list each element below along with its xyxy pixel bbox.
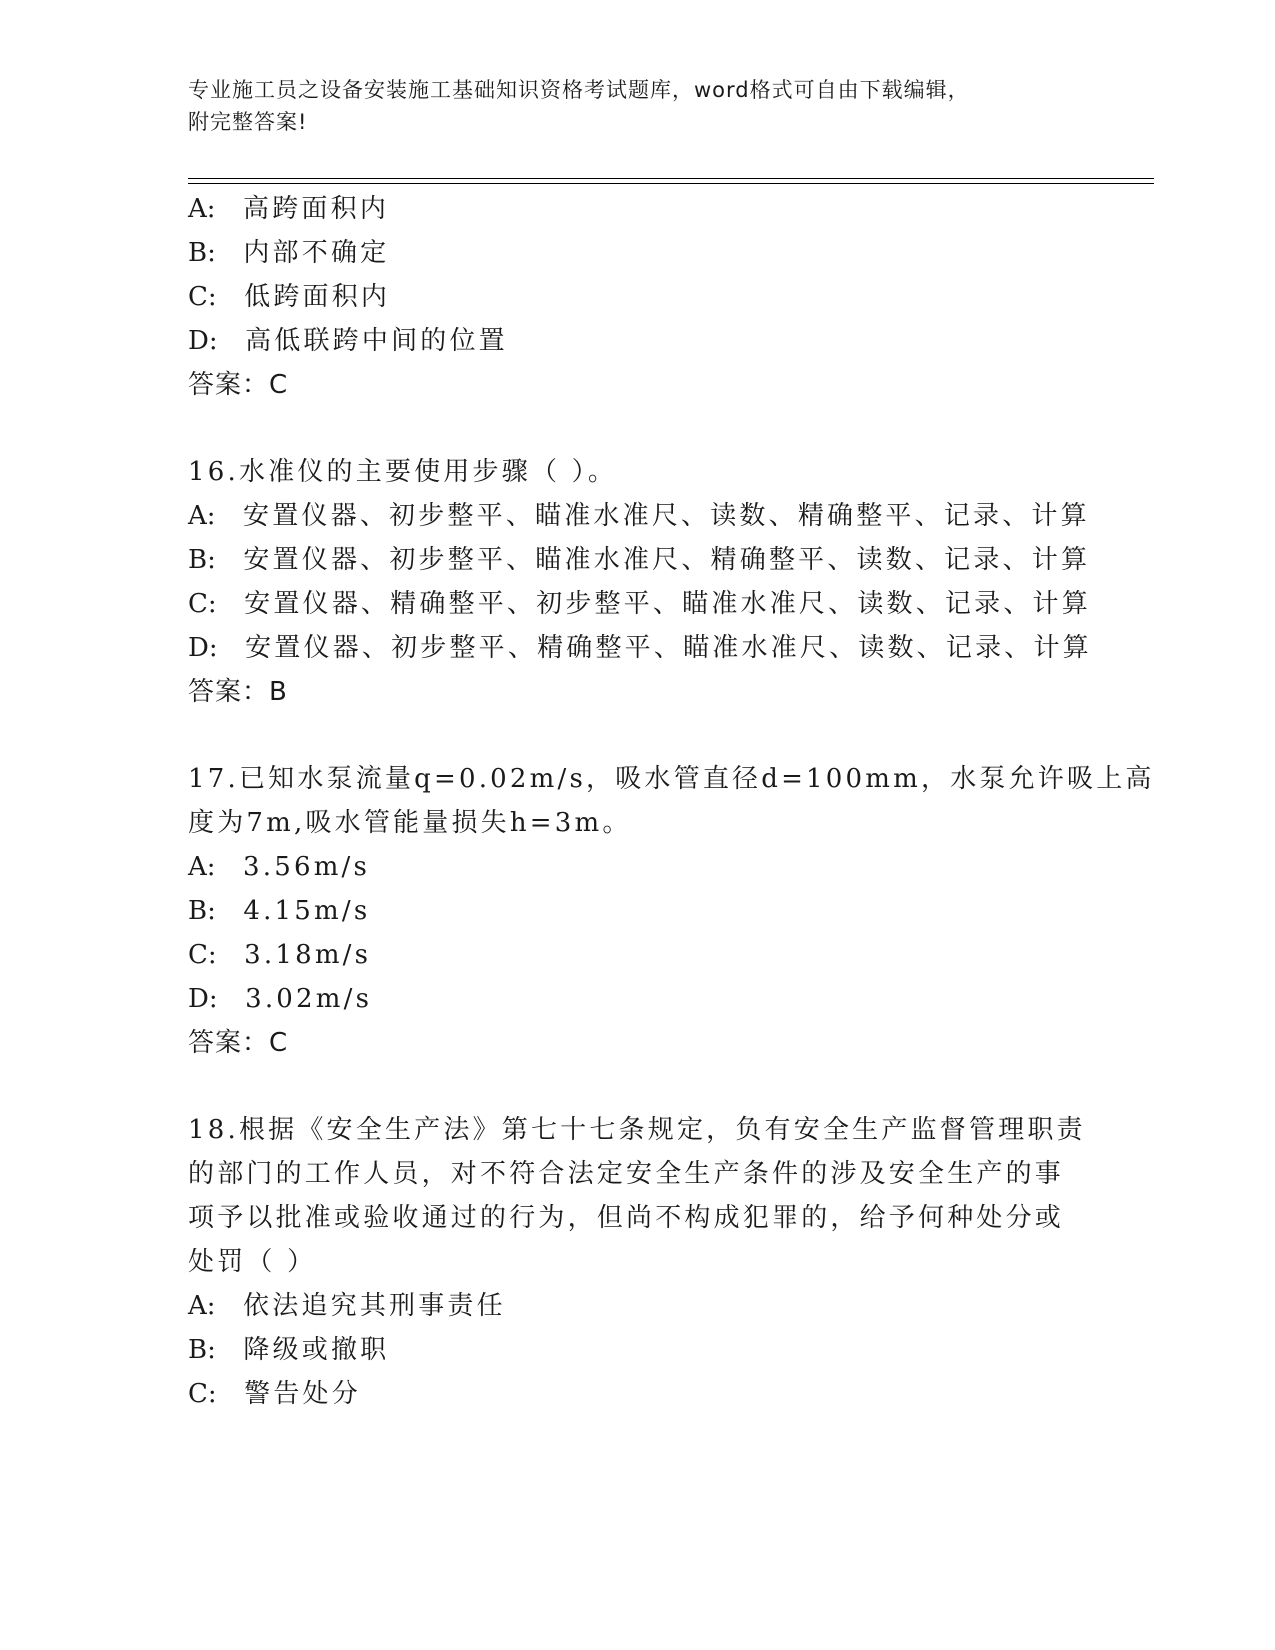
- option-label: A:: [188, 501, 216, 531]
- option-text: 3.02m/s: [245, 984, 373, 1014]
- option-label: D:: [188, 326, 218, 356]
- option-label: A:: [188, 194, 216, 224]
- option-text: 高低联跨中间的位置: [245, 326, 508, 356]
- option-label: C:: [188, 589, 217, 619]
- header-divider-top: [188, 178, 1154, 179]
- option-label: D:: [188, 633, 218, 663]
- option-text: 3.56m/s: [243, 852, 371, 882]
- option-label: C:: [188, 1379, 217, 1409]
- q15-option-a: [188, 189, 389, 229]
- option-label: B:: [188, 896, 216, 926]
- q16-option-c: [188, 584, 1091, 624]
- q18-stem-line-2: 的部门的工作人员，对不符合法定安全生产条件的涉及安全生产的事: [188, 1159, 1065, 1189]
- option-text: 内部不确定: [243, 238, 390, 268]
- option-text: 警告处分: [244, 1379, 361, 1409]
- q17-stem-line-2: 度为7m,吸水管能量损失h=3m。: [188, 808, 632, 838]
- option-text: 降级或撤职: [243, 1335, 390, 1365]
- document-header: [188, 74, 1068, 138]
- option-label: B:: [188, 545, 216, 575]
- q18-stem-line-4: 处罚（ ）: [188, 1247, 317, 1277]
- option-text: 安置仪器、初步整平、精确整平、瞄准水准尺、读数、记录、计算: [245, 633, 1092, 663]
- q17-option-c: [188, 935, 371, 975]
- q18-option-b: [188, 1330, 389, 1370]
- option-text: 安置仪器、初步整平、瞄准水准尺、精确整平、读数、记录、计算: [243, 545, 1091, 575]
- option-text: 依法追究其刑事责任: [243, 1291, 506, 1321]
- header-line-1: 专业施工员之设备安装施工基础知识资格考试题库，word格式可自由下载编辑，: [188, 78, 970, 102]
- header-line-2: 附完整答案!: [188, 110, 308, 134]
- q16-stem: 16.水准仪的主要使用步骤（ ）。: [188, 457, 618, 487]
- option-label: A:: [188, 1291, 216, 1321]
- q15-answer: 答案：C: [188, 370, 289, 400]
- q18-option-a: [188, 1286, 506, 1326]
- q16-option-d: [188, 628, 1092, 668]
- q15-option-c: [188, 277, 390, 317]
- option-label: C:: [188, 940, 217, 970]
- q16-answer: 答案：B: [188, 677, 288, 707]
- option-text: 4.15m/s: [243, 896, 371, 926]
- q16-option-b: [188, 540, 1090, 580]
- q18-stem-line-1: 18.根据《安全生产法》第七十七条规定，负有安全生产监督管理职责: [188, 1115, 1086, 1145]
- option-label: D:: [188, 984, 218, 1014]
- q17-stem-line-1: 17.已知水泵流量q=0.02m/s，吸水管直径d=100mm，水泵允许吸上高: [188, 764, 1155, 794]
- q18-stem-line-3: 项予以批准或验收通过的行为，但尚不构成犯罪的，给予何种处分或: [188, 1203, 1065, 1233]
- option-label: B:: [188, 238, 216, 268]
- q17-option-d: [188, 979, 372, 1019]
- option-label: B:: [188, 1335, 216, 1365]
- q17-answer: 答案：C: [188, 1028, 289, 1058]
- option-text: 安置仪器、初步整平、瞄准水准尺、读数、精确整平、记录、计算: [243, 501, 1090, 531]
- option-label: C:: [188, 282, 217, 312]
- q17-option-b: [188, 891, 370, 931]
- q18-option-c: [188, 1374, 361, 1414]
- q15-option-d: [188, 321, 508, 361]
- option-label: A:: [188, 852, 216, 882]
- option-text: 高跨面积内: [243, 194, 390, 224]
- q16-option-a: [188, 496, 1090, 536]
- option-text: 3.18m/s: [244, 940, 372, 970]
- q17-option-a: [188, 847, 370, 887]
- option-text: 安置仪器、精确整平、初步整平、瞄准水准尺、读数、记录、计算: [244, 589, 1091, 619]
- header-divider-bottom: [188, 183, 1154, 184]
- q15-option-b: [188, 233, 389, 273]
- option-text: 低跨面积内: [244, 282, 391, 312]
